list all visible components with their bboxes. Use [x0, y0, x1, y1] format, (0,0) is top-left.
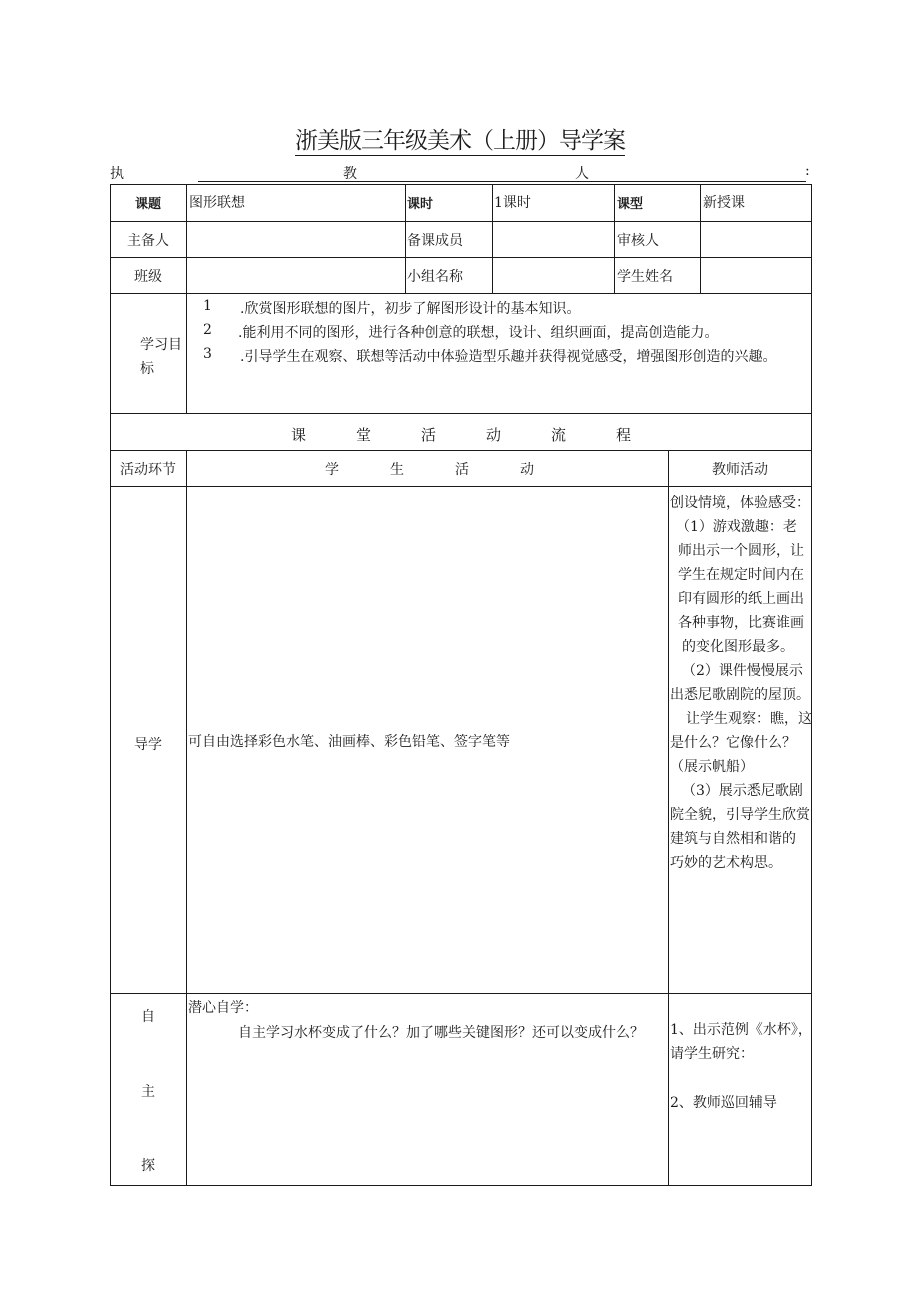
teacher-line: 师出示一个圆形，让	[678, 543, 804, 559]
executor-char: :	[805, 163, 810, 179]
guide-student-activity: 可自由选择彩色水笔、油画棒、彩色铅笔、签字笔等	[188, 734, 510, 750]
goal-number: 1	[203, 298, 212, 314]
goal-text: .引导学生在观察、联想等活动中体验造型乐趣并获得视觉感受，增强图形创造的兴趣。	[240, 349, 777, 365]
self-study-stage-char: 主	[141, 1084, 155, 1100]
col-student-header-char: 动	[520, 462, 534, 478]
teacher-line: 印有圆形的纸上画出	[678, 591, 804, 607]
teacher-line: 建筑与自然相和谐的	[670, 831, 796, 847]
teacher-line: 的变化图形最多。	[682, 639, 794, 655]
goals-label: 学习目	[140, 337, 182, 353]
type-label: 课型	[617, 197, 644, 212]
self-study-teacher-line: 请学生研究：	[670, 1046, 754, 1062]
reviewer-label: 审核人	[617, 233, 659, 249]
process-heading-char: 动	[486, 426, 502, 444]
topic-label: 课题	[134, 197, 161, 212]
executor-char: 执	[110, 166, 124, 182]
teacher-line: 巧妙的艺术构思。	[670, 855, 782, 871]
teacher-line: 院全貌，引导学生欣赏	[670, 807, 810, 823]
info-col-divider	[700, 184, 701, 294]
teacher-line: （展示帆船）	[670, 759, 754, 775]
goals-label: 标	[140, 361, 154, 377]
document-title: 浙美版三年级美术（上册）导学案	[295, 128, 625, 154]
group-label: 小组名称	[407, 269, 463, 285]
goal-number: 2	[203, 322, 212, 338]
goal-number: 3	[203, 346, 212, 362]
stage-col-divider	[186, 450, 187, 1186]
teacher-line: 是什么？它像什么？	[670, 735, 796, 751]
process-heading-char: 堂	[356, 426, 372, 444]
teacher-line: （3）展示悉尼歌剧	[682, 783, 803, 799]
teacher-line: 各种事物，比赛谁画	[678, 615, 804, 631]
self-study-stage-char: 探	[141, 1158, 155, 1174]
teacher-col-divider	[668, 450, 669, 1186]
self-study-student-line: 自主学习水杯变成了什么？加了哪些关键图形？还可以变成什么？	[238, 1025, 644, 1041]
goal-text: .能利用不同的图形，进行各种创意的联想，设计、组织画面，提高创造能力。	[238, 325, 719, 341]
process-heading-row	[110, 413, 812, 451]
self-study-stage-char: 自	[141, 1009, 155, 1025]
process-heading-char: 程	[616, 426, 632, 444]
self-study-teacher-line: 2、教师巡回辅导	[670, 1095, 777, 1111]
process-heading-char: 流	[551, 426, 567, 444]
hours-value: 1课时	[494, 195, 531, 211]
executor-char: 教	[343, 166, 357, 182]
topic-value: 图形联想	[189, 195, 245, 211]
student-name-label: 学生姓名	[617, 269, 673, 285]
self-study-teacher-line: 1、出示范例《水杯》，	[670, 1022, 812, 1038]
teacher-line: 学生在规定时间内在	[678, 567, 804, 583]
teacher-line: 创设情境，体验感受：	[670, 495, 810, 511]
guide-teacher-activity	[670, 491, 811, 875]
goals-divider	[186, 293, 187, 414]
self-study-student-line: 潜心自学：	[188, 1000, 258, 1016]
executor-line	[110, 163, 812, 185]
teacher-line: （1）游戏激趣：老	[676, 519, 797, 535]
hours-label: 课时	[407, 197, 434, 212]
col-stage-header: 活动环节	[120, 462, 176, 478]
col-teacher-header: 教师活动	[712, 462, 768, 478]
guide-stage: 导学	[134, 737, 162, 753]
executor-underline	[198, 181, 806, 182]
col-student-header-char: 学	[325, 462, 339, 478]
col-student-header-char: 活	[455, 462, 469, 478]
teacher-line: 出悉尼歌剧院的屋顶。	[670, 687, 810, 703]
goal-text: .欣赏图形联想的图片，初步了解图形设计的基本知识。	[240, 301, 581, 317]
type-value: 新授课	[703, 195, 745, 211]
executor-char: 人	[575, 166, 589, 182]
class-label: 班级	[134, 269, 162, 285]
teacher-line: （2）课件慢慢展示	[682, 663, 803, 679]
process-heading-char: 活	[421, 426, 437, 444]
members-label: 备课成员	[407, 233, 463, 249]
col-student-header-char: 生	[390, 462, 404, 478]
teacher-line: 让学生观察：瞧，这	[686, 711, 812, 727]
preparer-label: 主备人	[127, 233, 169, 249]
process-heading-char: 课	[291, 426, 307, 444]
